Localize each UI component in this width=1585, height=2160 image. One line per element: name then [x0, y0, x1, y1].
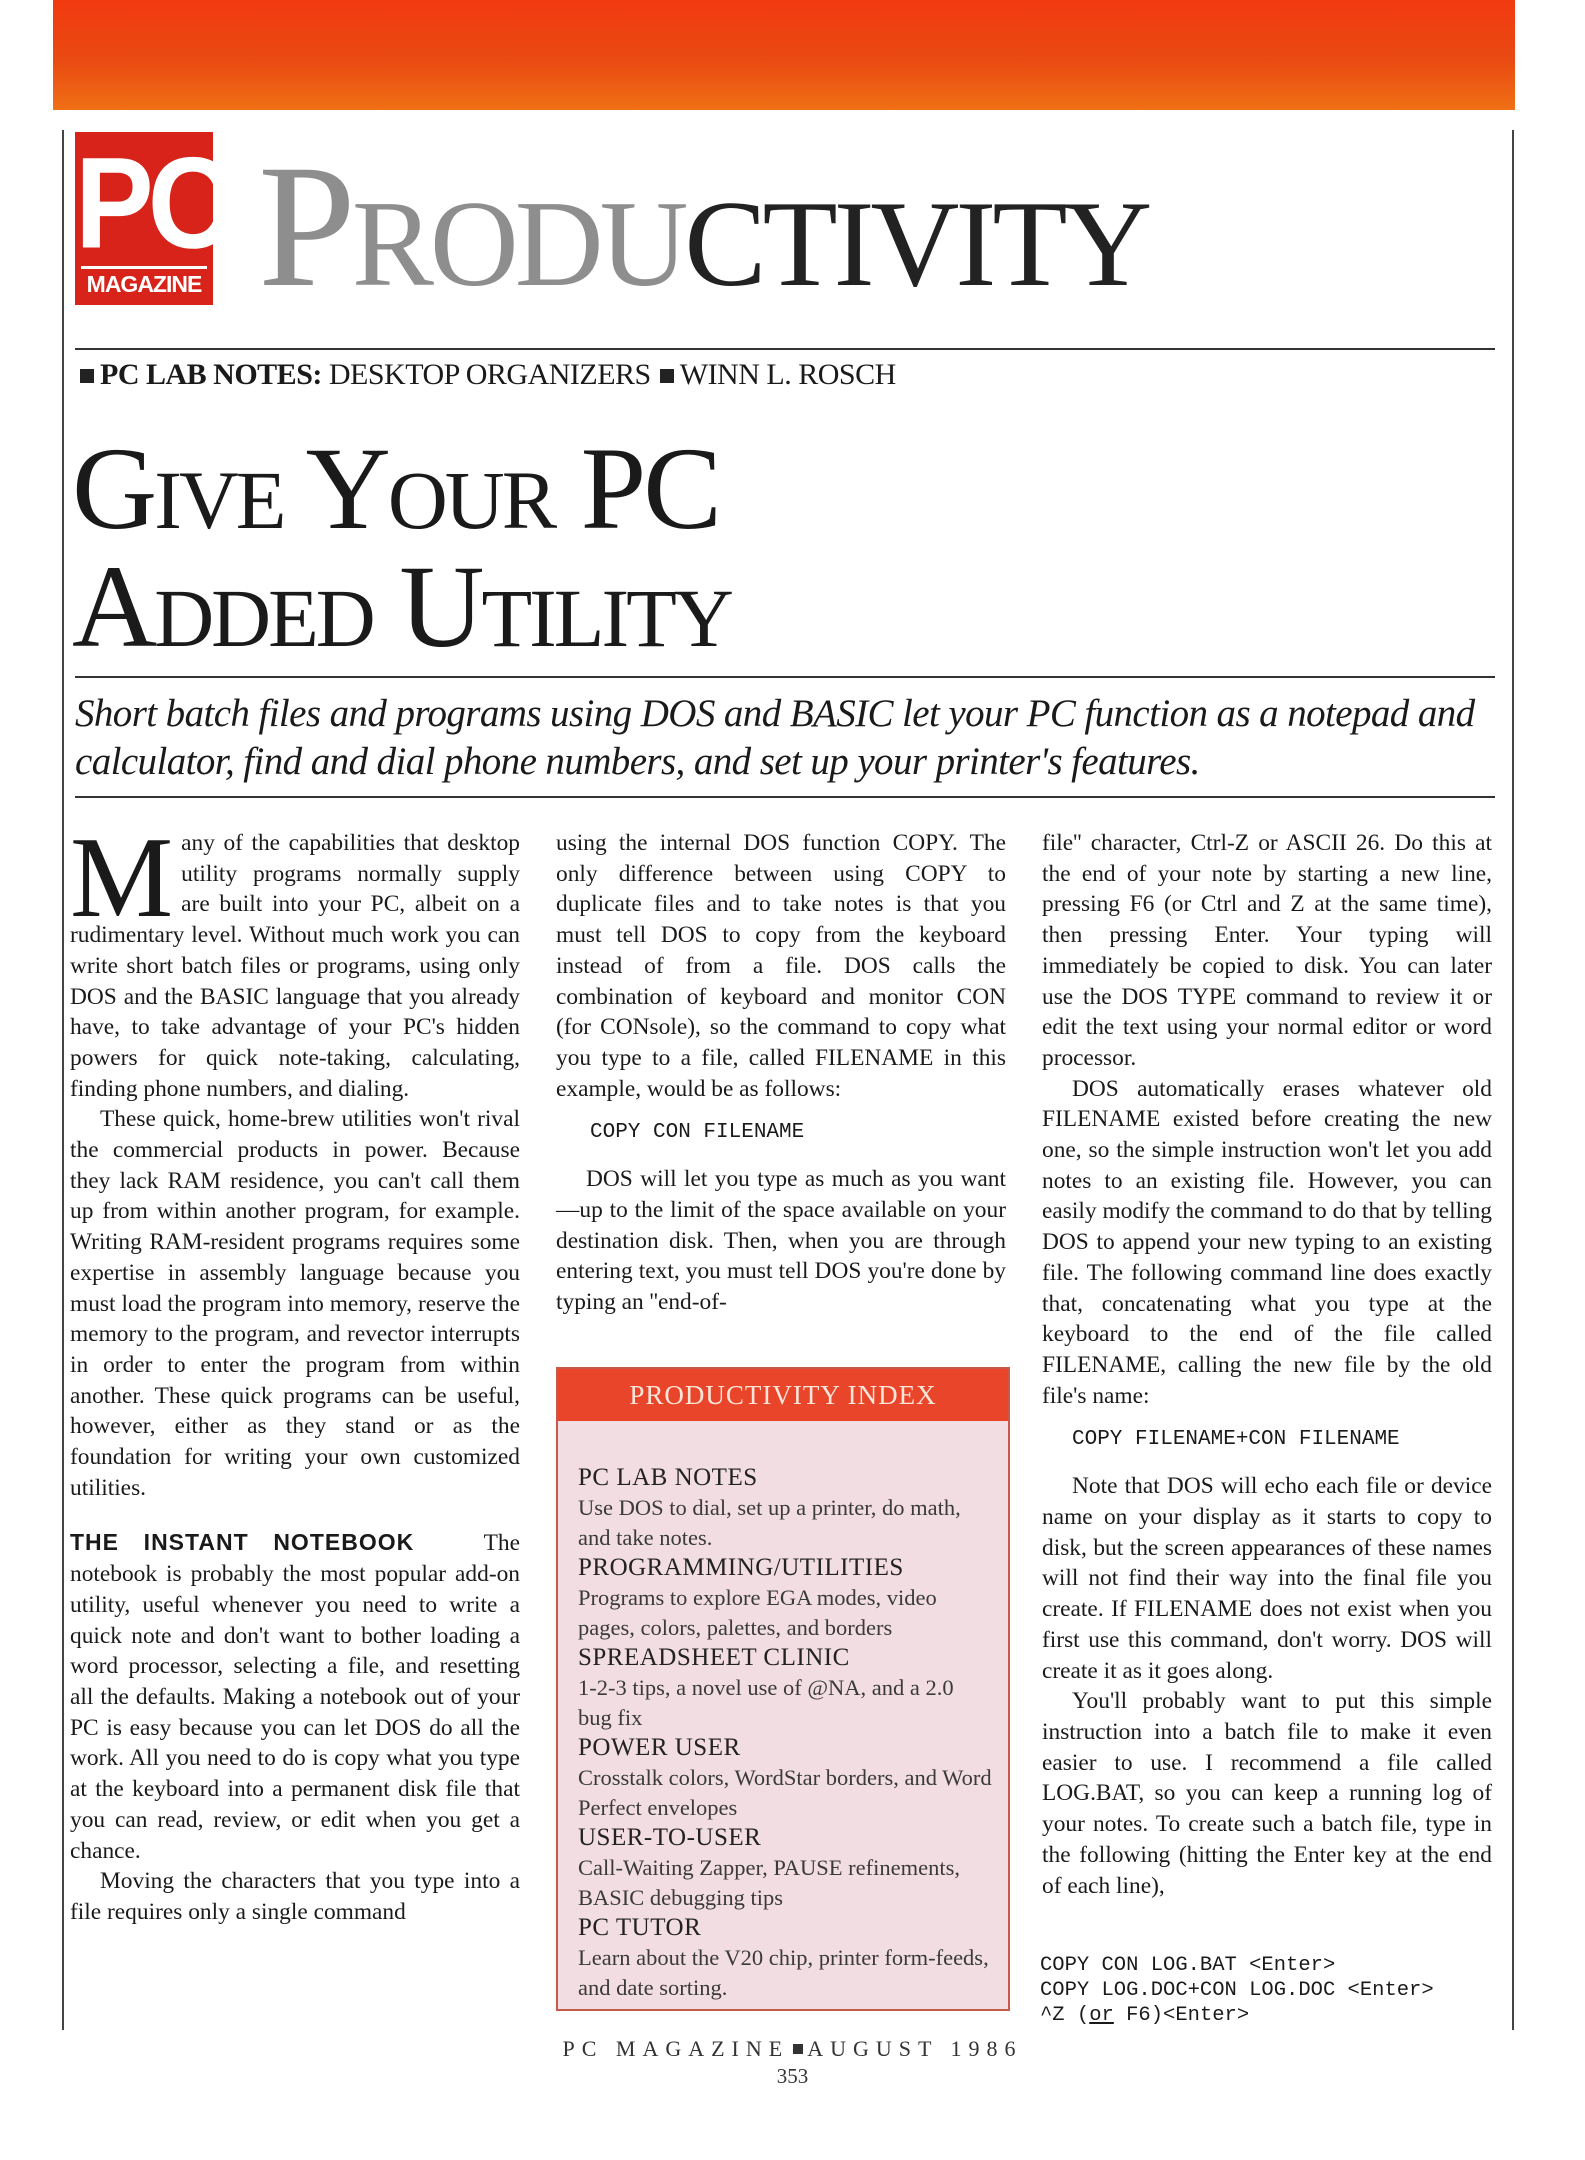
index-category: USER-TO-USER	[578, 1824, 762, 1851]
index-category: SPREADSHEET CLINIC	[578, 1644, 850, 1671]
footer-publication: PC MAGAZINE	[562, 2036, 790, 2061]
paragraph: Note that DOS will echo each file or device name on your display as it starts to copy to disk, but the screen appearances of these names will not find their way into the final file you create. If FILENAME does not exist when you first use this command, don't worry. DOS will create it as it goes along.	[1042, 1473, 1492, 1684]
logo-magazine-text: MAGAZINE	[81, 266, 207, 299]
rule-top	[75, 348, 1495, 350]
article-column-1	[70, 814, 521, 1928]
paragraph: You'll probably want to put this simple instruction into a batch file to make it even easier to use. I recommend a file called LOG.BAT, so you can keep a running log of your notes. To create such a batch file, type in the following (hitting the Enter key at the end of each line),	[1042, 1688, 1492, 1899]
kicker-topic: DESKTOP ORGANIZERS	[328, 358, 651, 391]
footer-line	[0, 2036, 1585, 2062]
productivity-index-box	[556, 1367, 1010, 2011]
article-column-3	[1042, 828, 1492, 1901]
headline-line-2: Added Utility	[72, 541, 731, 672]
code-line: COPY FILENAME+CON FILENAME	[1072, 1428, 1400, 1452]
index-item	[578, 1913, 992, 2003]
index-description: Programs to explore EGA modes, video pages, colors, palettes, and borders	[578, 1585, 937, 1640]
paragraph	[70, 814, 520, 1104]
index-description: Learn about the V20 chip, printer form-feeds, and date sorting.	[578, 1945, 989, 2000]
page-number: 353	[776, 2064, 809, 2088]
paragraph-text: The notebook is probably the most popular add-on utility, useful whenever you need to write a quick note and don't want to bother loading a word processor, selecting a file, and resetting all the defaults. Making a notebook out of your PC is easy because you can let DOS do all the work. All you need to do is copy what you type at the keyboard into a permanent disk file that you can read, review, or edit when you get a chance.	[70, 1530, 521, 1864]
index-category: POWER USER	[578, 1734, 741, 1761]
logo-pc-text: PC	[75, 130, 227, 277]
index-description: Crosstalk colors, WordStar borders, and Word Perfect envelopes	[578, 1765, 992, 1820]
paragraph: These quick, home-brew utilities won't rival the commercial products in power. Because they lack RAM residence, you can't call them up from within another program, for example. Writing RAM-resident programs requires some expertise in assembly language because you must load the program into memory, reserve the memory to the program, and revector interrupts in order to enter the program from within another. These quick programs can be useful, however, either as they stand or as the foundation for writing your own customized utilities.	[70, 1106, 520, 1501]
paragraph: DOS automatically erases whatever old FILENAME existed before creating the new one, so the simple instruction won't let you add notes to an existing file. However, you can easily modify the command to do that by telling DOS to append your new typing to an existing file. The following command line does exactly that, concatenating what you type at the keyboard to the end of the file called FILENAME, calling the new file by the old file's name:	[1042, 1075, 1492, 1409]
index-list	[558, 1421, 1008, 2003]
index-item	[578, 1643, 992, 1733]
batch-file-code	[1040, 1953, 1510, 2028]
paragraph: using the internal DOS function COPY. The only difference between using COPY to duplicate files and to take notes is that you must tell DOS to copy from the keyboard instead of from a file. DOS calls the combination of keyboard and monitor CON (for CONsole), so the command to copy what you type to a file, called FILENAME in this example, would be as follows:	[556, 830, 1006, 1102]
paragraph-text: any of the capabilities that desktop utility programs normally supply are built into your PC, albeit on a rudimentary level. Without much work you can write short batch files or programs, using only DOS and the BASIC language that you already have, to take advantage of your PC's hidden powers for quick note-taking, calculating, finding phone numbers, and dialing.	[70, 830, 520, 1102]
code-text: F6)<Enter>	[1113, 2004, 1250, 2027]
index-description: Call-Waiting Zapper, PAUSE refinements, BASIC debugging tips	[578, 1855, 961, 1910]
index-item	[578, 1553, 992, 1643]
headline-line-1: Give Your PC	[72, 423, 719, 554]
section-title-dark: ctivity	[684, 129, 1149, 324]
code-line: COPY CON FILENAME	[590, 1121, 805, 1145]
footer-date: AUGUST 1986	[807, 2036, 1023, 2061]
code-line: COPY CON LOG.BAT <Enter>	[1040, 1954, 1336, 1977]
index-description: 1-2-3 tips, a novel use of @NA, and a 2.0 bug fix	[578, 1675, 954, 1730]
drop-cap: M	[70, 814, 174, 942]
kicker-department: PC LAB NOTES:	[100, 358, 322, 391]
index-category: PROGRAMMING/UTILITIES	[578, 1554, 904, 1581]
paragraph: file'' character, Ctrl-Z or ASCII 26. Do this at the end of your note by starting a new line, pressing F6 (or Ctrl and Z at the same time), then pressing Enter. Your typing will immediately be copied to disk. You can later use the DOS TYPE command to review it or edit the text using your normal editor or word processor.	[1042, 830, 1492, 1071]
article-column-2	[556, 828, 1006, 1318]
paragraph: Moving the characters that you type into a file requires only a single command	[70, 1868, 520, 1925]
headline	[72, 423, 1372, 672]
square-bullet-icon	[660, 369, 674, 383]
pc-magazine-logo	[75, 130, 227, 305]
section-title	[258, 129, 1149, 324]
code-line: COPY LOG.DOC+CON LOG.DOC <Enter>	[1040, 1979, 1434, 2002]
index-item	[578, 1733, 992, 1823]
subhead: THE INSTANT NOTEBOOK	[70, 1529, 415, 1556]
section-title-light: Produ	[258, 129, 685, 324]
index-item	[578, 1463, 992, 1553]
square-bullet-icon	[80, 369, 94, 383]
index-category: PC TUTOR	[578, 1914, 702, 1941]
paragraph: DOS will let you type as much as you want—up to the limit of the space available on your destination disk. Then, when you are through entering text, you must tell DOS you're done by typing an ''end-of-	[556, 1166, 1006, 1316]
square-bullet-icon	[793, 2044, 803, 2054]
kicker-author: WINN L. ROSCH	[679, 358, 896, 391]
deck: Short batch files and programs using DOS and BASIC let your PC function as a notepad and calculator, find and dial phone numbers, and set up your printer's features.	[75, 692, 1475, 783]
index-description: Use DOS to dial, set up a printer, do math, and take notes.	[578, 1495, 961, 1550]
kicker-line	[78, 357, 896, 393]
code-text: or	[1089, 2004, 1114, 2027]
index-title: PRODUCTIVITY INDEX	[558, 1369, 1008, 1421]
code-line	[1040, 2003, 1510, 2028]
code-text: ^Z (	[1040, 2004, 1090, 2027]
index-item	[578, 1823, 992, 1913]
rule-above-deck	[75, 676, 1495, 678]
rule-below-deck	[75, 796, 1495, 798]
top-color-band	[53, 0, 1515, 110]
paragraph	[70, 1527, 520, 1866]
index-category: PC LAB NOTES	[578, 1464, 758, 1491]
